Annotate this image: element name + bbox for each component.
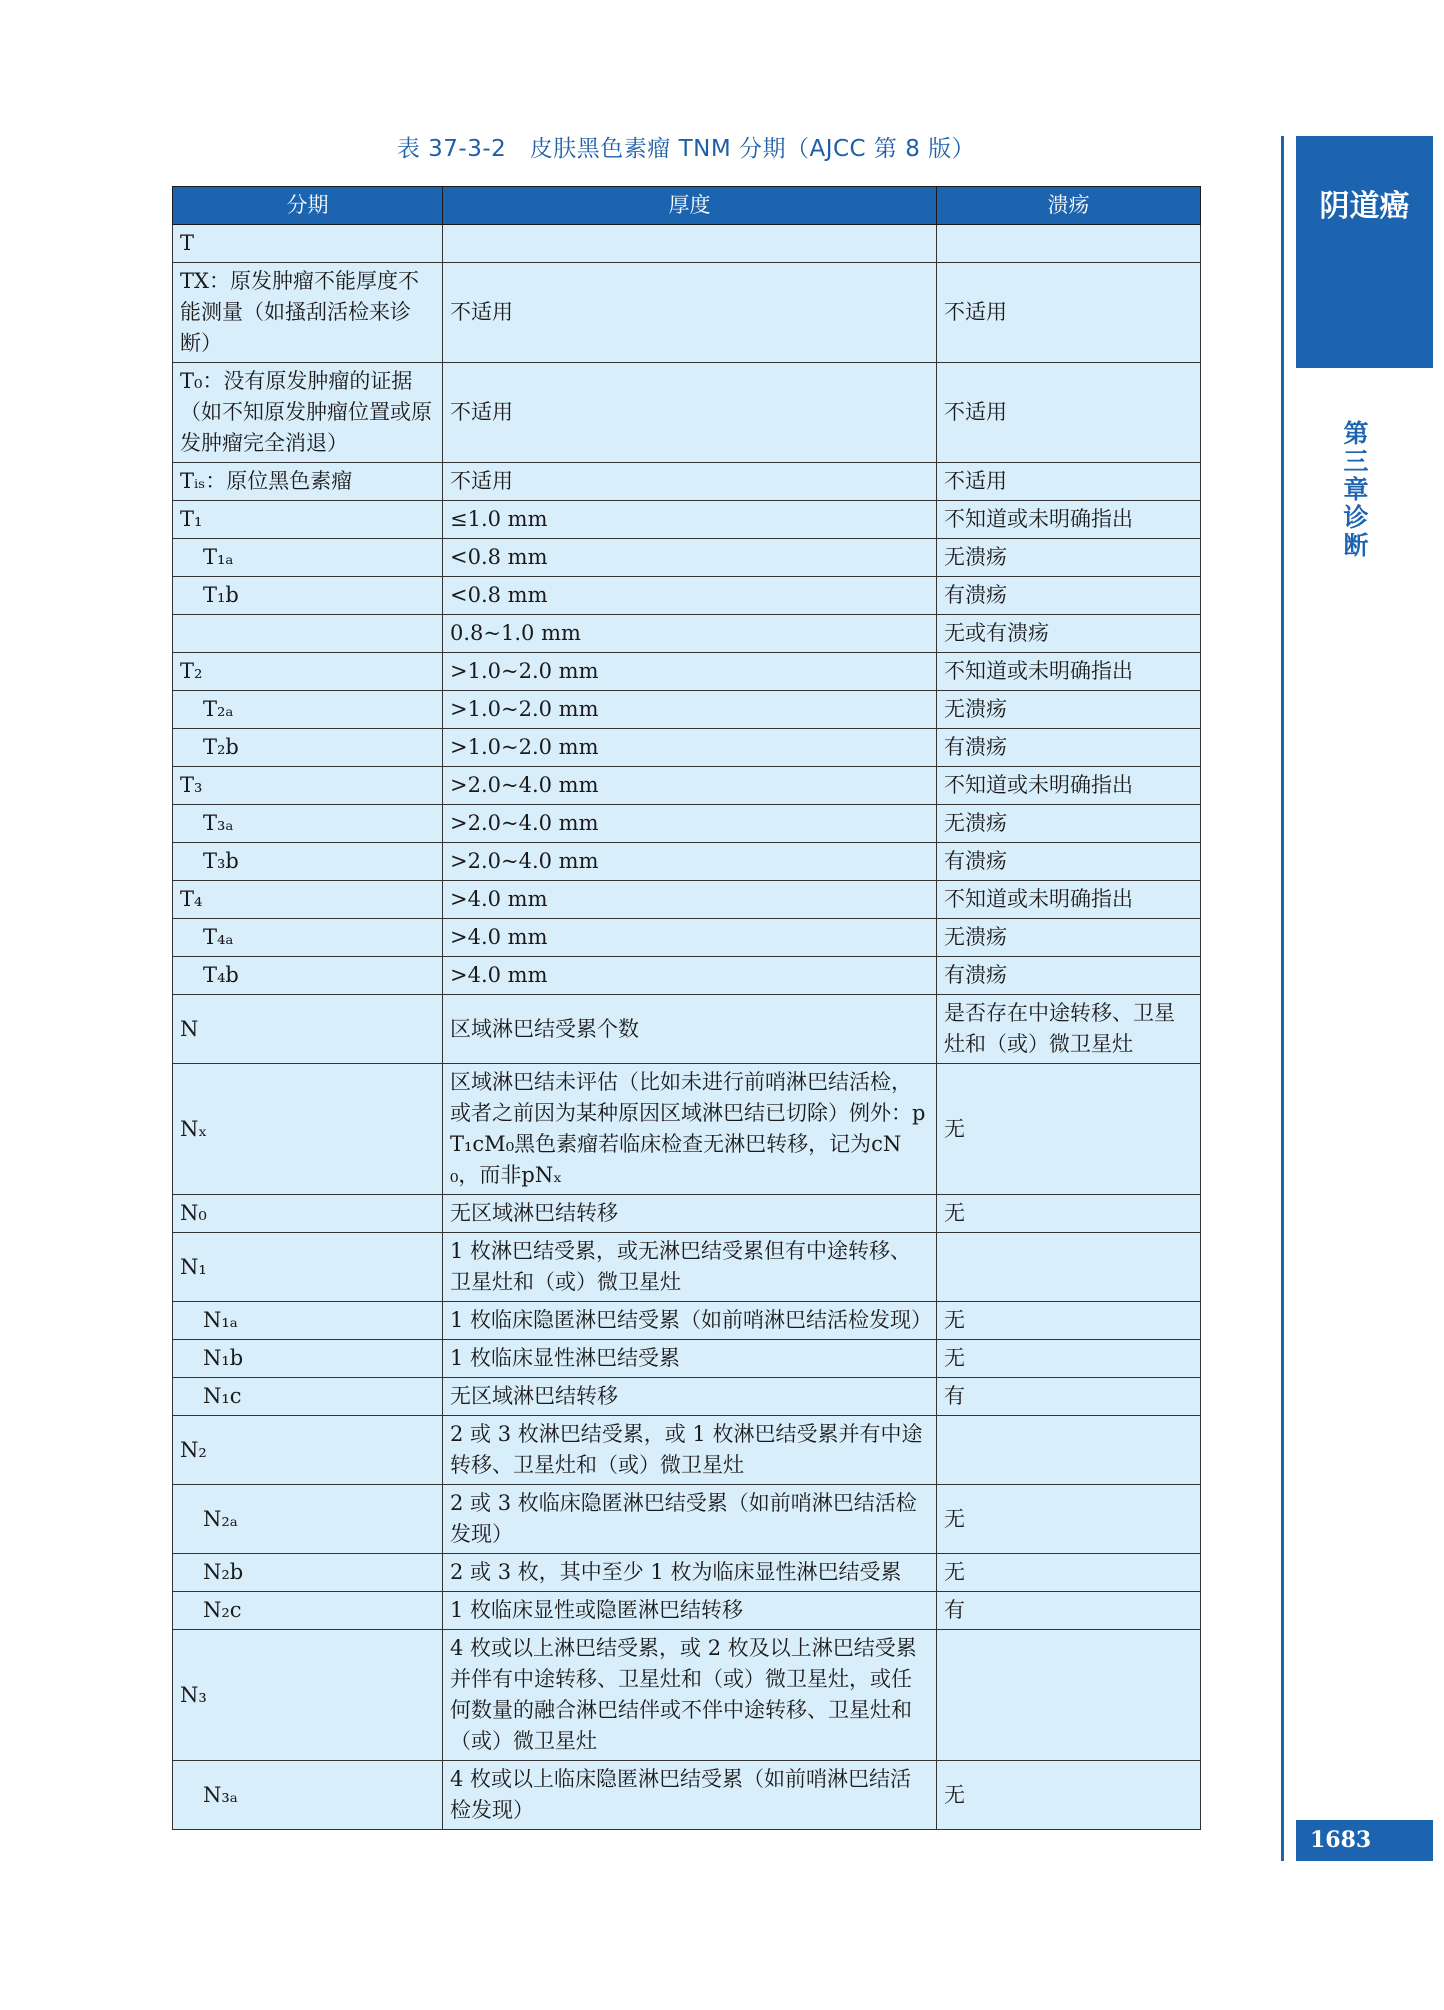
thickness-cell: 区域淋巴结受累个数 [443, 995, 937, 1064]
table-row [173, 1485, 1201, 1554]
thickness-cell: 2 或 3 枚淋巴结受累，或 1 枚淋巴结受累并有中途转移、卫星灶和（或）微卫星灶 [443, 1416, 937, 1485]
table-row [173, 1630, 1201, 1761]
stage-cell: N₀ [173, 1195, 443, 1233]
thickness-cell: >2.0~4.0 mm [443, 767, 937, 805]
thickness-cell: 无区域淋巴结转移 [443, 1378, 937, 1416]
table-row [173, 1416, 1201, 1485]
thickness-cell: 无区域淋巴结转移 [443, 1195, 937, 1233]
chapter-title: 阴道癌 [1319, 189, 1410, 224]
stage-cell: N₁ₐ [173, 1302, 443, 1340]
section-title: 第三章 诊断 [1343, 419, 1369, 560]
thickness-cell: >4.0 mm [443, 919, 937, 957]
side-divider-line [1281, 136, 1284, 1861]
table-row [173, 1233, 1201, 1302]
ulceration-cell: 不适用 [937, 263, 1201, 363]
stage-cell: Tᵢₛ：原位黑色素瘤 [173, 463, 443, 501]
stage-cell: T₃ₐ [173, 805, 443, 843]
thickness-cell: 1 枚临床显性或隐匿淋巴结转移 [443, 1592, 937, 1630]
ulceration-cell: 有溃疡 [937, 577, 1201, 615]
ulceration-cell: 无 [937, 1554, 1201, 1592]
table-row [173, 805, 1201, 843]
ulceration-cell: 不适用 [937, 363, 1201, 463]
thickness-cell: ≤1.0 mm [443, 501, 937, 539]
chapter-tab [1296, 136, 1433, 368]
table-row [173, 653, 1201, 691]
stage-cell: N₂ₐ [173, 1485, 443, 1554]
table-row [173, 1378, 1201, 1416]
table-row [173, 957, 1201, 995]
stage-cell: N₁ [173, 1233, 443, 1302]
ulceration-cell: 无 [937, 1064, 1201, 1195]
table-row [173, 1761, 1201, 1830]
stage-cell: T [173, 225, 443, 263]
ulceration-cell [937, 1233, 1201, 1302]
ulceration-cell: 无溃疡 [937, 691, 1201, 729]
ulceration-cell [937, 1416, 1201, 1485]
ulceration-cell: 不适用 [937, 463, 1201, 501]
ulceration-cell [937, 1630, 1201, 1761]
stage-cell: T₂b [173, 729, 443, 767]
stage-cell: TX：原发肿瘤不能厚度不能测量（如搔刮活检来诊断） [173, 263, 443, 363]
table-row [173, 225, 1201, 263]
table-row [173, 539, 1201, 577]
stage-cell: N₂ [173, 1416, 443, 1485]
table-row [173, 1340, 1201, 1378]
ulceration-cell [937, 225, 1201, 263]
table-row [173, 577, 1201, 615]
ulceration-cell: 有 [937, 1592, 1201, 1630]
ulceration-cell: 无 [937, 1302, 1201, 1340]
header-thickness: 厚度 [443, 187, 937, 225]
stage-cell: N₂c [173, 1592, 443, 1630]
thickness-cell: 1 枚临床显性淋巴结受累 [443, 1340, 937, 1378]
thickness-cell: 2 或 3 枚，其中至少 1 枚为临床显性淋巴结受累 [443, 1554, 937, 1592]
stage-cell: N₁c [173, 1378, 443, 1416]
thickness-cell: <0.8 mm [443, 577, 937, 615]
ulceration-cell: 有溃疡 [937, 843, 1201, 881]
ulceration-cell: 无溃疡 [937, 805, 1201, 843]
table-row [173, 1592, 1201, 1630]
stage-cell: T₁b [173, 577, 443, 615]
ulceration-cell: 是否存在中途转移、卫星灶和（或）微卫星灶 [937, 995, 1201, 1064]
table-header-row [173, 187, 1201, 225]
table-row [173, 263, 1201, 363]
ulceration-cell: 无 [937, 1340, 1201, 1378]
thickness-cell: 1 枚淋巴结受累，或无淋巴结受累但有中途转移、卫星灶和（或）微卫星灶 [443, 1233, 937, 1302]
ulceration-cell: 有溃疡 [937, 729, 1201, 767]
table-title: 表 37-3-2 皮肤黑色素瘤 TNM 分期（AJCC 第 8 版） [396, 136, 976, 162]
stage-cell [173, 615, 443, 653]
thickness-cell: 4 枚或以上淋巴结受累，或 2 枚及以上淋巴结受累并伴有中途转移、卫星灶和（或）微卫星灶，或任何数量的融合淋巴结伴或不伴中途转移、卫星灶和（或）微卫星灶 [443, 1630, 937, 1761]
ulceration-cell: 无溃疡 [937, 539, 1201, 577]
thickness-cell [443, 225, 937, 263]
thickness-cell: 0.8~1.0 mm [443, 615, 937, 653]
stage-cell: T₂ₐ [173, 691, 443, 729]
tnm-table [172, 186, 1201, 1830]
thickness-cell: >2.0~4.0 mm [443, 843, 937, 881]
ulceration-cell: 不知道或未明确指出 [937, 501, 1201, 539]
table-row [173, 501, 1201, 539]
table-row [173, 691, 1201, 729]
thickness-cell: 1 枚临床隐匿淋巴结受累（如前哨淋巴结活检发现） [443, 1302, 937, 1340]
ulceration-cell: 无或有溃疡 [937, 615, 1201, 653]
table-row [173, 615, 1201, 653]
stage-cell: N₃ [173, 1630, 443, 1761]
thickness-cell: >1.0~2.0 mm [443, 729, 937, 767]
table-row [173, 1554, 1201, 1592]
header-ulceration: 溃疡 [937, 187, 1201, 225]
ulceration-cell: 不知道或未明确指出 [937, 767, 1201, 805]
ulceration-cell: 不知道或未明确指出 [937, 653, 1201, 691]
stage-cell: Nₓ [173, 1064, 443, 1195]
header-stage: 分期 [173, 187, 443, 225]
ulceration-cell: 无 [937, 1485, 1201, 1554]
table-row [173, 1195, 1201, 1233]
thickness-cell: 不适用 [443, 263, 937, 363]
ulceration-cell: 无 [937, 1195, 1201, 1233]
stage-cell: N₃ₐ [173, 1761, 443, 1830]
table-row [173, 729, 1201, 767]
table-row [173, 881, 1201, 919]
thickness-cell: 不适用 [443, 463, 937, 501]
thickness-cell: <0.8 mm [443, 539, 937, 577]
table-row [173, 767, 1201, 805]
thickness-cell: >1.0~2.0 mm [443, 653, 937, 691]
stage-cell: N₂b [173, 1554, 443, 1592]
ulceration-cell: 不知道或未明确指出 [937, 881, 1201, 919]
stage-cell: T₄b [173, 957, 443, 995]
table-row [173, 1064, 1201, 1195]
thickness-cell: >2.0~4.0 mm [443, 805, 937, 843]
table-row [173, 919, 1201, 957]
stage-cell: T₁ₐ [173, 539, 443, 577]
thickness-cell: 4 枚或以上临床隐匿淋巴结受累（如前哨淋巴结活检发现） [443, 1761, 937, 1830]
thickness-cell: >4.0 mm [443, 957, 937, 995]
table-row [173, 463, 1201, 501]
stage-cell: T₄ [173, 881, 443, 919]
stage-cell: T₀：没有原发肿瘤的证据（如不知原发肿瘤位置或原发肿瘤完全消退） [173, 363, 443, 463]
thickness-cell: 区域淋巴结未评估（比如未进行前哨淋巴结活检，或者之前因为某种原因区域淋巴结已切除）例外：pT₁cM₀黑色素瘤若临床检查无淋巴转移，记为cN₀，而非pNₓ [443, 1064, 937, 1195]
ulceration-cell: 无 [937, 1761, 1201, 1830]
table-row [173, 843, 1201, 881]
table-row [173, 363, 1201, 463]
thickness-cell: 不适用 [443, 363, 937, 463]
ulceration-cell: 有 [937, 1378, 1201, 1416]
stage-cell: N₁b [173, 1340, 443, 1378]
stage-cell: T₃b [173, 843, 443, 881]
thickness-cell: 2 或 3 枚临床隐匿淋巴结受累（如前哨淋巴结活检发现） [443, 1485, 937, 1554]
page-number: 1683 [1310, 1827, 1372, 1853]
table-row [173, 995, 1201, 1064]
ulceration-cell: 无溃疡 [937, 919, 1201, 957]
table-row [173, 1302, 1201, 1340]
stage-cell: N [173, 995, 443, 1064]
stage-cell: T₃ [173, 767, 443, 805]
stage-cell: T₁ [173, 501, 443, 539]
stage-cell: T₄ₐ [173, 919, 443, 957]
ulceration-cell: 有溃疡 [937, 957, 1201, 995]
thickness-cell: >1.0~2.0 mm [443, 691, 937, 729]
thickness-cell: >4.0 mm [443, 881, 937, 919]
stage-cell: T₂ [173, 653, 443, 691]
